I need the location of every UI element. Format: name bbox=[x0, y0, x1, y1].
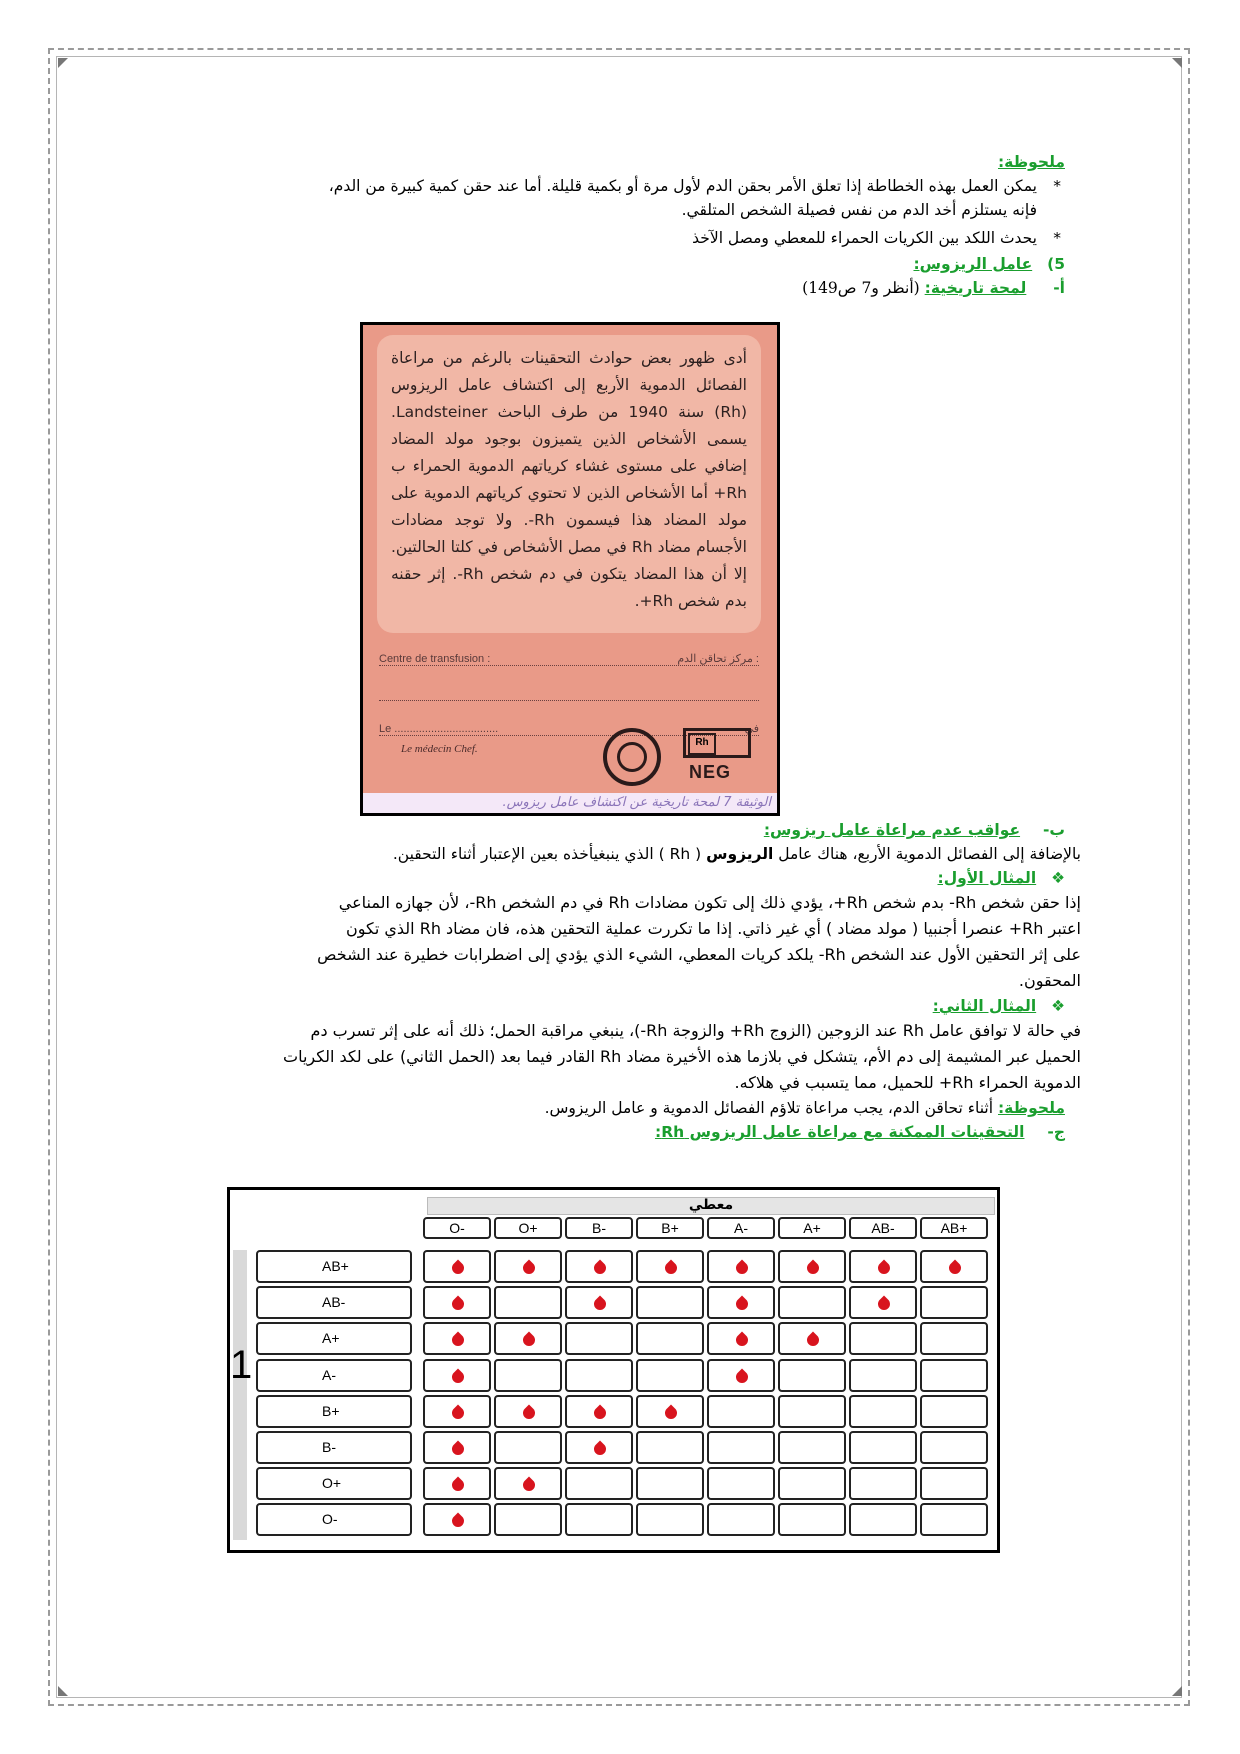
compatibility-cell bbox=[707, 1286, 775, 1319]
example-1-heading bbox=[145, 866, 1065, 890]
compatibility-cell bbox=[707, 1503, 775, 1536]
sub-b-title: عواقب عدم مراعاة عامل ريزوس: bbox=[763, 821, 1021, 839]
document-text: أدى ظهور بعض حوادث التحقينات بالرغم من مراعاة الفصائل الدموية الأربع إلى اكتشاف عامل الريزوس (Rh) سنة 1940 من طرف الباحث Landsteiner. يسمى الأشخاص الذين يتميزون بوجود مولد المضاد إضافي على مستوى غشاء كرياتهم الدموية الحمراء ب Rh+ أما الأشخاص الذين لا تحتوي كرياتهم الدموية على مولد المضاد هذا فيسمون Rh-. ولا توجد مضادات الأجسام مضاد Rh في مصل الأشخاص في كلتا الحالتين. إلا أن هذا المضاد يتكون في دم شخص Rh-. إثر حقنه بدم شخص Rh+. bbox=[377, 335, 761, 633]
blood-drop-icon bbox=[521, 1404, 538, 1421]
compatibility-cell bbox=[636, 1395, 704, 1428]
compatibility-cell bbox=[778, 1503, 846, 1536]
bullet-star: * bbox=[1053, 229, 1061, 247]
example-2-heading bbox=[145, 994, 1065, 1018]
blood-drop-icon bbox=[450, 1296, 467, 1313]
note-2-text: أثناء تحاقن الدم، يجب مراعاة تلاؤم الفصائل الدموية و عامل الريزوس. bbox=[544, 1099, 998, 1117]
compatibility-cell bbox=[494, 1431, 562, 1464]
compatibility-cell bbox=[636, 1467, 704, 1500]
sub-a-reference: (أنظر و7 ص149) bbox=[802, 279, 920, 297]
compatibility-cell bbox=[707, 1250, 775, 1283]
example-2-title: المثال الثاني: bbox=[932, 997, 1037, 1015]
blood-drop-icon bbox=[947, 1260, 964, 1277]
compatibility-cell bbox=[920, 1395, 988, 1428]
recipient-row-header: AB+ bbox=[256, 1250, 412, 1283]
compatibility-cell bbox=[565, 1322, 633, 1355]
donor-column-header: B- bbox=[565, 1217, 633, 1239]
example-1-title: المثال الأول: bbox=[937, 869, 1037, 887]
blood-drop-icon bbox=[450, 1513, 467, 1530]
compatibility-cell bbox=[778, 1359, 846, 1392]
compatibility-cell bbox=[494, 1503, 562, 1536]
donor-header: معطي bbox=[427, 1197, 995, 1215]
form-center-label-ar: مركز تحاقن الدم : bbox=[677, 653, 759, 665]
compatibility-cell bbox=[423, 1359, 491, 1392]
blood-drop-icon bbox=[450, 1441, 467, 1458]
example-1-line: المحقون. bbox=[1018, 971, 1081, 990]
blood-drop-icon bbox=[450, 1332, 467, 1349]
compatibility-cell bbox=[565, 1395, 633, 1428]
compatibility-cell bbox=[636, 1322, 704, 1355]
compatibility-cell bbox=[707, 1395, 775, 1428]
table-side-bar bbox=[233, 1250, 247, 1540]
compatibility-cell bbox=[920, 1431, 988, 1464]
compatibility-cell bbox=[778, 1286, 846, 1319]
compatibility-cell bbox=[849, 1250, 917, 1283]
compatibility-cell bbox=[494, 1395, 562, 1428]
corner-ornament-bottom-right bbox=[1172, 1686, 1182, 1696]
compatibility-cell bbox=[849, 1286, 917, 1319]
section-5-number: 5) bbox=[1047, 255, 1065, 273]
form-date-label-fr: Le .................................. bbox=[379, 723, 499, 735]
recipient-row-header: O+ bbox=[256, 1467, 412, 1500]
corner-ornament-top-right bbox=[1172, 58, 1182, 68]
note-2 bbox=[145, 1096, 1065, 1120]
example-2-line: الحميل عبر المشيمة إلى دم الأم، يتشكل في بلازما هذه الأخيرة مضاد Rh القادر فيما بعد (الحمل الثاني) على لكد الكريات bbox=[283, 1047, 1081, 1066]
compatibility-cell bbox=[778, 1250, 846, 1283]
example-1-line: إذا حقن شخص Rh- بدم شخص Rh+، يؤدي ذلك إلى تكون مضادات Rh في دم الشخص Rh-، لأن جهازه المناعي bbox=[338, 893, 1081, 912]
compatibility-cell bbox=[423, 1286, 491, 1319]
compatibility-cell bbox=[636, 1359, 704, 1392]
blood-drop-icon bbox=[805, 1260, 822, 1277]
compatibility-cell bbox=[423, 1431, 491, 1464]
document-caption: الوثيقة 7 لمحة تاريخية عن اكتشاف عامل ريزوس. bbox=[363, 793, 777, 813]
compatibility-cell bbox=[849, 1467, 917, 1500]
note-title: ملحوظة: bbox=[997, 153, 1065, 171]
sub-b-intro-bold: الريزوس bbox=[706, 845, 774, 863]
compatibility-cell bbox=[920, 1467, 988, 1500]
compatibility-cell bbox=[849, 1395, 917, 1428]
example-1-line: اعتبر Rh+ عنصرا أجنبيا ( مولد مضاد ) أي غير ذاتي. إذا ما تكررت عملية التحقين هذه، فان مضاد Rh الذي تكون bbox=[345, 919, 1081, 938]
compatibility-cell bbox=[636, 1431, 704, 1464]
example-2-paragraph bbox=[145, 1018, 1081, 1096]
note-bullet-2 bbox=[145, 226, 1065, 250]
compatibility-cell bbox=[494, 1250, 562, 1283]
compatibility-cell bbox=[565, 1359, 633, 1392]
sub-a-letter: أ- bbox=[1053, 279, 1065, 297]
note-bullet-1 bbox=[145, 174, 1065, 222]
compatibility-cell bbox=[494, 1467, 562, 1500]
blood-drop-icon bbox=[734, 1332, 751, 1349]
compatibility-cell bbox=[778, 1322, 846, 1355]
compatibility-cell bbox=[920, 1503, 988, 1536]
compatibility-cell bbox=[849, 1322, 917, 1355]
compatibility-cell bbox=[920, 1322, 988, 1355]
example-1-line: على إثر التحقين الأول عند الشخص Rh- يلكد كريات المعطي، الشيء الذي يؤدي إلى اضطرابات خطيرة عند الشخص bbox=[317, 945, 1081, 964]
form-date-label-ar: في bbox=[744, 723, 759, 735]
recipient-row-header: A+ bbox=[256, 1322, 412, 1355]
compatibility-cell bbox=[565, 1431, 633, 1464]
blood-drop-icon bbox=[450, 1477, 467, 1494]
compatibility-cell bbox=[423, 1250, 491, 1283]
blood-drop-icon bbox=[521, 1332, 538, 1349]
compatibility-cell bbox=[565, 1250, 633, 1283]
compatibility-cell bbox=[849, 1503, 917, 1536]
blood-drop-icon bbox=[663, 1404, 680, 1421]
recipient-row-header: B+ bbox=[256, 1395, 412, 1428]
note-section bbox=[145, 150, 1065, 300]
sub-b-intro-pre: بالإضافة إلى الفصائل الدموية الأربع، هناك عامل bbox=[773, 845, 1081, 863]
sub-b-heading bbox=[145, 818, 1065, 842]
compatibility-cell bbox=[494, 1322, 562, 1355]
blood-drop-icon bbox=[734, 1368, 751, 1385]
recipient-row-header: O- bbox=[256, 1503, 412, 1536]
historical-document-image bbox=[360, 322, 780, 816]
sub-c-title: التحقينات الممكنة مع مراعاة عامل الريزوس Rh: bbox=[654, 1123, 1025, 1141]
example-2-line: الدموية الحمراء Rh+ للحميل، مما يتسبب في هلاكه. bbox=[734, 1073, 1081, 1092]
note-bullet-1-line-2: فإنه يستلزم أخد الدم من نفس فصيلة الشخص المتلقي. bbox=[681, 201, 1037, 219]
note-bullet-1-line-1: يمكن العمل بهذه الخطاطة إذا تعلق الأمر بحقن الدم لأول مرة أو بكمية قليلة. أما عند حقن كمية كبيرة من الدم، bbox=[328, 177, 1037, 195]
corner-ornament-bottom-left bbox=[58, 1686, 68, 1696]
compatibility-cell bbox=[636, 1250, 704, 1283]
sub-b-intro-post: ( Rh ) الذي ينبغيأخذه بعين الإعتبار أثناء التحقين. bbox=[392, 845, 707, 863]
compatibility-cell bbox=[494, 1286, 562, 1319]
sub-b-letter: ب- bbox=[1042, 821, 1065, 839]
blood-drop-icon bbox=[450, 1404, 467, 1421]
medecin-chef-signature: Le médecin Chef. bbox=[401, 743, 478, 755]
form-blank-row bbox=[379, 678, 759, 701]
consequences-section bbox=[145, 818, 1081, 1144]
blood-drop-icon bbox=[876, 1260, 893, 1277]
donor-column-header: A+ bbox=[778, 1217, 846, 1239]
donor-column-header: AB+ bbox=[920, 1217, 988, 1239]
donor-column-header: A- bbox=[707, 1217, 775, 1239]
blood-drop-icon bbox=[805, 1332, 822, 1349]
donor-column-header: O- bbox=[423, 1217, 491, 1239]
sub-c-letter: ج- bbox=[1047, 1123, 1065, 1141]
compatibility-cell bbox=[707, 1322, 775, 1355]
compatibility-cell bbox=[849, 1359, 917, 1392]
compatibility-cell bbox=[565, 1467, 633, 1500]
compatibility-cell bbox=[920, 1286, 988, 1319]
donor-column-header: B+ bbox=[636, 1217, 704, 1239]
compatibility-cell bbox=[494, 1359, 562, 1392]
compatibility-cell bbox=[423, 1322, 491, 1355]
compatibility-cell bbox=[707, 1431, 775, 1464]
sub-c-heading bbox=[145, 1120, 1065, 1144]
sub-a-heading bbox=[145, 276, 1065, 300]
compatibility-cell bbox=[636, 1286, 704, 1319]
table-side-mark: 1 bbox=[230, 1343, 253, 1387]
diamond-bullet-icon: ❖ bbox=[1051, 869, 1065, 887]
blood-drop-icon bbox=[734, 1296, 751, 1313]
recipient-row-header: B- bbox=[256, 1431, 412, 1464]
blood-drop-icon bbox=[592, 1260, 609, 1277]
compatibility-cell bbox=[849, 1431, 917, 1464]
compatibility-cell bbox=[565, 1286, 633, 1319]
compatibility-cell bbox=[565, 1503, 633, 1536]
compatibility-cell bbox=[778, 1431, 846, 1464]
compatibility-cell bbox=[707, 1359, 775, 1392]
blood-drop-icon bbox=[592, 1296, 609, 1313]
rh-negative-label: NEG bbox=[689, 762, 732, 782]
compatibility-cell bbox=[778, 1467, 846, 1500]
blood-drop-icon bbox=[663, 1260, 680, 1277]
blood-drop-icon bbox=[876, 1296, 893, 1313]
recipient-row-header: A- bbox=[256, 1359, 412, 1392]
form-center-row bbox=[379, 643, 759, 666]
rh-box bbox=[683, 728, 751, 758]
blood-drop-icon bbox=[450, 1368, 467, 1385]
sub-a-title: لمحة تاريخية: bbox=[924, 279, 1027, 297]
form-center-label-fr: Centre de transfusion : bbox=[379, 653, 491, 665]
sub-b-intro bbox=[145, 842, 1081, 866]
stamp-circle-icon bbox=[603, 728, 661, 786]
diamond-bullet-icon: ❖ bbox=[1051, 997, 1065, 1015]
note-2-title: ملحوظة: bbox=[997, 1099, 1065, 1117]
blood-drop-icon bbox=[521, 1477, 538, 1494]
compatibility-cell bbox=[707, 1467, 775, 1500]
section-5-heading bbox=[145, 252, 1065, 276]
blood-drop-icon bbox=[592, 1441, 609, 1458]
compatibility-cell bbox=[778, 1395, 846, 1428]
compatibility-cell bbox=[423, 1395, 491, 1428]
compatibility-cell bbox=[423, 1467, 491, 1500]
rh-box-label: Rh bbox=[688, 733, 716, 755]
donor-column-header: AB- bbox=[849, 1217, 917, 1239]
bullet-star: * bbox=[1053, 177, 1061, 195]
section-5-title: عامل الريزوس: bbox=[913, 255, 1033, 273]
blood-drop-icon bbox=[592, 1404, 609, 1421]
blood-drop-icon bbox=[734, 1260, 751, 1277]
compatibility-cell bbox=[423, 1503, 491, 1536]
compatibility-cell bbox=[920, 1359, 988, 1392]
blood-drop-icon bbox=[521, 1260, 538, 1277]
example-2-line: في حالة لا توافق عامل Rh عند الزوجين (الزوج Rh+ والزوجة Rh-)، ينبغي مراقبة الحمل؛ ذلك أنه على إثر تسرب دم bbox=[310, 1021, 1081, 1040]
compatibility-cell bbox=[636, 1503, 704, 1536]
blood-compatibility-table bbox=[227, 1187, 1000, 1553]
recipient-row-header: AB- bbox=[256, 1286, 412, 1319]
corner-ornament-top-left bbox=[58, 58, 68, 68]
blood-drop-icon bbox=[450, 1260, 467, 1277]
donor-column-header: O+ bbox=[494, 1217, 562, 1239]
compatibility-cell bbox=[920, 1250, 988, 1283]
note-bullet-2-text: يحدث اللكد بين الكريات الحمراء للمعطي ومصل الآخذ bbox=[692, 229, 1037, 247]
example-1-paragraph bbox=[145, 890, 1081, 994]
